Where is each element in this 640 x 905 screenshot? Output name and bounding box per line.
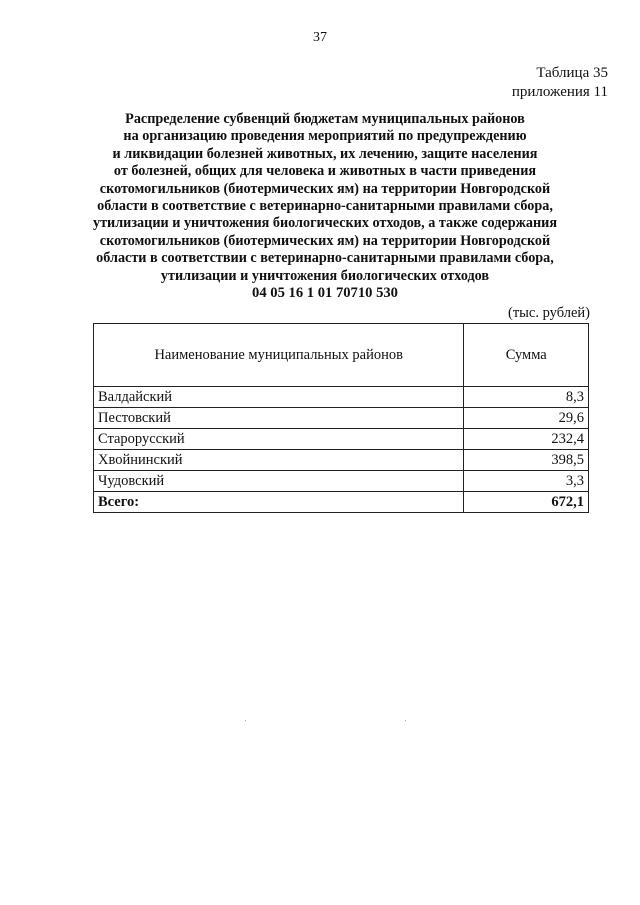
table-row [94, 450, 589, 471]
subventions-table [93, 323, 589, 513]
document-title [40, 111, 610, 302]
table-row [94, 429, 589, 450]
district-name-cell: Пестовский [94, 408, 464, 429]
district-name-cell: Хвойнинский [94, 450, 464, 471]
district-name-cell: Чудовский [94, 471, 464, 492]
appendix-number: приложения 11 [511, 84, 608, 100]
table-reference [512, 64, 608, 102]
scan-speck [245, 720, 246, 721]
total-row [94, 492, 589, 513]
title-line: скотомогильников (биотермических ям) на территории Новгородской [99, 232, 551, 249]
title-line: от болезней, общих для человека и животных в части приведения [113, 163, 537, 180]
table-number: Таблица 35 [536, 65, 608, 81]
title-line: утилизации и уничтожения биологических отходов, а также содержания [92, 215, 558, 232]
title-line: области в соответствие с ветеринарно-санитарными правилами сбора, [97, 198, 553, 215]
title-line: на организацию проведения мероприятий по предупреждению [123, 128, 527, 145]
district-name-cell: Старорусский [94, 429, 464, 450]
sum-cell: 3,3 [464, 471, 589, 492]
table-row [94, 387, 589, 408]
title-line: утилизации и уничтожения биологических отходов [160, 267, 490, 284]
title-line: и ликвидации болезней животных, их лечению, защите населения [112, 145, 538, 162]
page-number: 37 [313, 30, 327, 45]
title-line: области в соответствии с ветеринарно-санитарными правилами сбора, [96, 250, 554, 267]
table-header-row [94, 324, 589, 387]
total-label: Всего: [94, 492, 464, 513]
sum-cell: 232,4 [464, 429, 589, 450]
budget-code: 04 05 16 1 01 70710 530 [252, 285, 398, 302]
table-row [94, 408, 589, 429]
header-sum: Сумма [464, 324, 589, 387]
title-line: Распределение субвенций бюджетам муниципальных районов [125, 111, 525, 127]
sum-cell: 8,3 [464, 387, 589, 408]
sum-cell: 29,6 [464, 408, 589, 429]
header-district-name: Наименование муниципальных районов [94, 324, 464, 387]
total-sum: 672,1 [464, 492, 589, 513]
sum-cell: 398,5 [464, 450, 589, 471]
title-line: скотомогильников (биотермических ям) на территории Новгородской [99, 180, 551, 197]
table-row [94, 471, 589, 492]
scan-specks [0, 720, 640, 722]
district-name-cell: Валдайский [94, 387, 464, 408]
units-label: (тыс. рублей) [508, 305, 590, 321]
scan-speck [405, 720, 406, 721]
